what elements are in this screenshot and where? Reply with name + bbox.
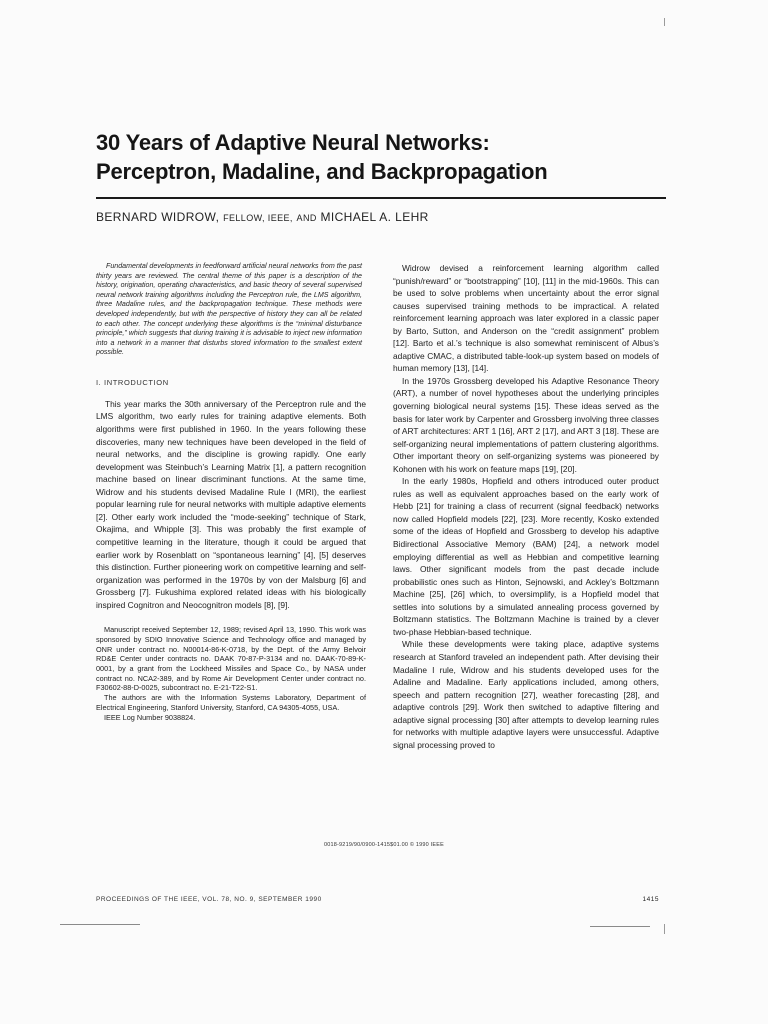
author-2: MICHAEL A. LEHR [320, 210, 429, 224]
paper-title [96, 128, 696, 186]
scan-artifact-line [590, 926, 650, 927]
footnote [96, 625, 366, 722]
copyright-line: 0018-9219/90/0900-1415$01.00 © 1990 IEEE [323, 842, 444, 848]
scan-artifact-tick [664, 18, 665, 26]
journal-citation: PROCEEDINGS OF THE IEEE, VOL. 78, NO. 9, SEPTEMBER 1990 [96, 896, 322, 903]
footnote-log-number: IEEE Log Number 9038824. [104, 712, 196, 722]
section-heading: I. INTRODUCTION [96, 377, 169, 387]
title-line-1: 30 Years of Adaptive Neural Networks: [96, 130, 490, 155]
left-column [96, 262, 366, 722]
footnote-affiliation: The authors are with the Information Systems Laboratory, Department of Electrical Engineering, Stanford University, Stanford, CA 94305-4055, USA. [96, 693, 366, 712]
author-line [96, 210, 676, 224]
author-1: BERNARD WIDROW, [96, 210, 220, 224]
title-divider [96, 197, 666, 199]
right-paragraph-3: In the early 1980s, Hopfield and others introduced outer product rules as well as equivalent approaches based on the early work of Hebb [21] for training a class of recurrent (signal feedback) networks now called Hopfield models [22], [23]. More recently, Kosko extended some of the ideas of Hopfield and Grossberg to develop his adaptive Bidirectional Associative Memory (BAM) [24], a network model employing differential as well as Hebbian and competitive learning laws. Other significant models from the past decade include probabilistic ones such as Hinton, Sejnowski, and Ackley’s Boltzmann Machine [25], [26] which, to oversimplify, is a Hopfield model that settles into solutions by a simulated annealing process governed by Boltzmann statistics. The Boltzmann Machine is trained by a clever two-phase Hebbian-based technique. [393, 476, 659, 637]
page-number: 1415 [642, 896, 659, 903]
intro-paragraph: This year marks the 30th anniversary of the Perceptron rule and the LMS algorithm, two early rules for training adaptive elements. Both algorithms were first published in 1960. In the years following these discoveries, many new techniques have been developed in the field of neural networks, and the discipline is growing rapidly. One early development was Steinbuch’s Learning Matrix [1], a pattern recognition machine based on linear discriminant functions. At the same time, Widrow and his students devised Madaline Rule I (MRI), the earliest popular learning rule for neural networks with multiple adaptive elements [2]. Other early work included the “mode-seeking” technique of Stark, Okajima, and Whipple [3]. This was probably the first example of competitive learning in the literature, though it could be argued that earlier work by Rosenblatt on “spontaneous learning” [4], [5] deserves this distinction. Further pioneering work on competitive learning and self-organization was performed in the 1970s by von der Malsburg [6] and Grossberg [7]. Fukushima explored related ideas with his biologically inspired Cognitron and Neocognitron models [8], [9]. [96, 398, 366, 610]
scan-artifact-line [60, 924, 140, 925]
running-footer [96, 896, 659, 903]
right-paragraph-4: While these developments were taking place, adaptive systems research at Stanford traveled an independent path. After devising their Madaline I rule, Widrow and his students developed uses for the Adaline and Madaline. Early applications included, among others, speech and pattern recognition [27], weather forecasting [28], and adaptive controls [29]. Work then switched to adaptive filtering and adaptive signal processing [30] after attempts to develop learning rules for networks with multiple adaptive layers were unsuccessful. Adaptive signal processing proved to [393, 639, 659, 750]
author-conjunction: AND [296, 213, 317, 223]
author-1-role: FELLOW, IEEE, [223, 213, 293, 223]
title-line-2: Perceptron, Madaline, and Backpropagation [96, 159, 548, 184]
abstract: Fundamental developments in feedforward artificial neural networks from the past thirty years are reviewed. The central theme of this paper is a description of the history, origination, operating characteristics, and basic theory of several supervised neural network training algorithms including the Perceptron rule, the LMS algorithm, three Madaline rules, and the backpropagation technique. These methods were developed independently, but with the perspective of history they can all be related to each other. The concept underlying these algorithms is the “minimal disturbance principle,” which suggests that during training it is advisable to inject new information into a network in a manner that disturbs stored information to the smallest extent possible. [96, 262, 362, 357]
right-paragraph-2: In the 1970s Grossberg developed his Adaptive Resonance Theory (ART), a number of novel hypotheses about the underlying principles governing biological neural systems [15]. These ideas served as the basis for later work by Carpenter and Grossberg involving three classes of ART architectures: ART 1 [16], ART 2 [17], and ART 3 [18]. These are self-organizing neural implementations of pattern clustering algorithms. Other important theory on self-organizing systems was pioneered by Kohonen with his work on feature maps [19], [20]. [393, 375, 659, 474]
right-column [393, 262, 659, 751]
scan-artifact-tick [664, 924, 665, 934]
footnote-manuscript: Manuscript received September 12, 1989; revised April 13, 1990. This work was sponsored by SDIO Innovative Science and Technology office and managed by ONR under contract no. N00014-86-K-0718, by the Dept. of the Army Belvoir RD&E Center under contracts no. DAAK 70-87-P-3134 and no. DAAK-70-89-K-0001, by a grant from the Lockheed Missiles and Space Co., by NASA under contract no. NCA2-389, and by Rome Air Development Center under contract no. F30602-88-D-0025, subcontract no. E-21-T22-S1. [96, 625, 366, 693]
right-paragraph-1: Widrow devised a reinforcement learning algorithm called “punish/reward” or “bootstrapping” [10], [11] in the mid-1960s. This can be used to solve problems when uncertainty about the error signal causes supervised training methods to be impractical. A related reinforcement learning approach was later explored in a classic paper by Barto, Sutton, and Anderson on the “credit assignment” problem [12]. Barto et al.’s technique is also somewhat reminiscent of Albus’s adaptive CMAC, a distributed table-look-up system based on models of human memory [13], [14]. [393, 263, 659, 374]
